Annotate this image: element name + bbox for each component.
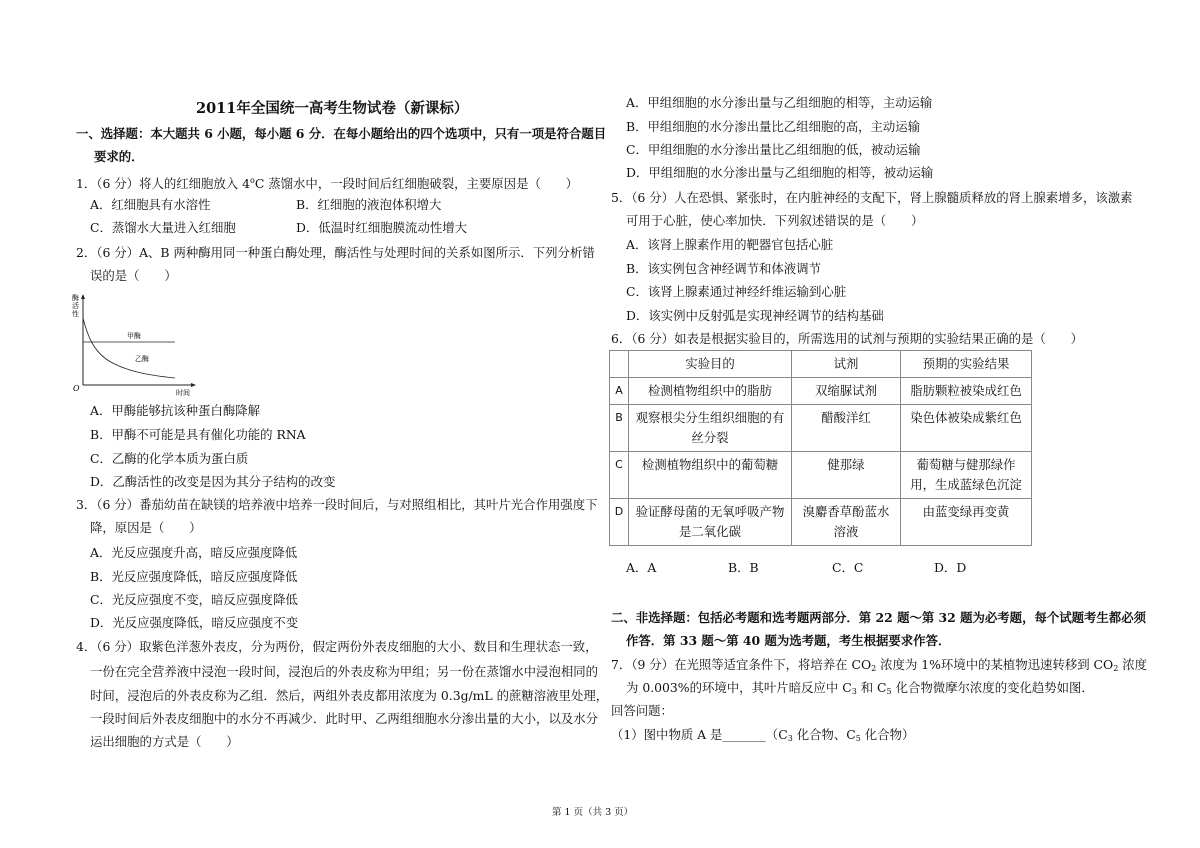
- q2-option-c: C．乙酶的化学本质为蛋白质: [90, 451, 249, 466]
- section-2-heading: 二、非选择题：包括必考题和选考题两部分．第 22 题～第 32 题为必考题，每个试题考生都必须: [611, 610, 1146, 625]
- q4-option-a: A．甲组细胞的水分渗出量与乙组细胞的相等，主动运输: [626, 95, 933, 110]
- q4-stem-line-2: 一份在完全营养液中浸泡一段时间，浸泡后的外表皮称为甲组；另一份在蒸馏水中浸泡相同的: [90, 664, 599, 679]
- table-cell-result: 染色体被染成紫红色: [901, 405, 1032, 452]
- q3-option-a: A．光反应强度升高，暗反应强度降低: [90, 545, 298, 560]
- table-row: [610, 405, 1032, 452]
- q2-option-b: B．甲酶不可能是具有催化功能的 RNA: [90, 427, 306, 442]
- origin-label: O: [73, 384, 80, 393]
- table-row-key: D: [610, 499, 629, 546]
- table-cell-purpose: 检测植物组织中的葡萄糖: [629, 452, 792, 499]
- q6-stem: 6．（6 分）如表是根据实验目的，所需选用的试剂与预期的实验结果正确的是（ ）: [611, 331, 1083, 346]
- q1-option-a: A．红细胞具有水溶性: [90, 197, 211, 212]
- table-cell-purpose: 验证酵母菌的无氧呼吸产物是二氧化碳: [629, 499, 792, 546]
- series-yi-label: 乙酶: [135, 355, 149, 363]
- q2-option-a: A．甲酶能够抗该种蛋白酶降解: [90, 403, 261, 418]
- q7-subquestion-1: （1）图中物质 A 是$\_\_\_\_\_\_\_(C_3$ 化合物、$C_5$ 化合物）: [611, 727, 915, 743]
- table-row-key: B: [610, 405, 629, 452]
- q5-stem: 5．（6 分）人在恐惧、紧张时，在内脏神经的支配下，肾上腺髓质释放的肾上腺素增多，该激素: [611, 190, 1133, 205]
- table-header-row: [610, 351, 1032, 378]
- table-cell-result: 葡萄糖与健那绿作用，生成蓝绿色沉淀: [901, 452, 1032, 499]
- q1-option-b: B．红细胞的液泡体积增大: [296, 197, 442, 212]
- section-1-heading: 一、选择题：本大题共 6 小题，每小题 6 分．在每小题给出的四个选项中，只有一项是符合题目: [76, 126, 607, 141]
- q3-stem: 3．（6 分）番茄幼苗在缺镁的培养液中培养一段时间后，与对照组相比，其叶片光合作用强度下: [76, 497, 598, 512]
- table-cell-purpose: 观察根尖分生组织细胞的有丝分裂: [629, 405, 792, 452]
- q1-option-c: C．蒸馏水大量进入红细胞: [90, 220, 236, 235]
- section-1-heading-cont: 要求的．: [94, 149, 144, 164]
- table-header-cell: 预期的实验结果: [901, 351, 1032, 378]
- table-cell-result: 由蓝变绿再变黄: [901, 499, 1032, 546]
- x-axis-label: 时间: [176, 389, 190, 397]
- table-row: [610, 378, 1032, 405]
- table-cell-reagent: 双缩脲试剂: [792, 378, 901, 405]
- q4-option-c: C．甲组细胞的水分渗出量比乙组细胞的低，被动运输: [626, 142, 921, 157]
- table-cell-reagent: 溴麝香草酚蓝水溶液: [792, 499, 901, 546]
- q4-option-d: D．甲组细胞的水分渗出量与乙组细胞的相等，被动运输: [626, 165, 934, 180]
- series-jia-label: 甲酶: [127, 332, 141, 340]
- q2-stem: 2．（6 分）A、B 两种酶用同一种蛋白酶处理，酶活性与处理时间的关系如图所示．下列分析错: [76, 245, 595, 260]
- q7-stem-line-1: 7．（9 分）在光照等适宜条件下，将培养在 $CO_2$ 浓度为 1%环境中的某植物迅速转移到 $CO_2$ 浓度: [611, 657, 1148, 673]
- y-axis-label-3: 性: [72, 310, 79, 318]
- q4-option-b: B．甲组细胞的水分渗出量比乙组细胞的高，主动运输: [626, 119, 921, 134]
- table-cell-result: 脂肪颗粒被染成红色: [901, 378, 1032, 405]
- table-header-cell: 试剂: [792, 351, 901, 378]
- table-header-cell: 实验目的: [629, 351, 792, 378]
- q5-stem-cont: 可用于心脏，使心率加快．下列叙述错误的是（ ）: [626, 213, 924, 228]
- enzyme-activity-figure: [70, 293, 200, 399]
- y-axis-label-1: 酶: [72, 294, 79, 302]
- q4-stem-line-5: 运出细胞的方式是（ ）: [90, 734, 239, 749]
- page-footer: 第 1 页（共 3 页）: [552, 807, 634, 818]
- q6-option-a: A．A: [626, 560, 657, 575]
- q5-option-c: C．该肾上腺素通过神经纤维运输到心脏: [626, 284, 847, 299]
- q6-option-b: B．B: [728, 560, 759, 575]
- q3-option-c: C．光反应强度不变，暗反应强度降低: [90, 592, 298, 607]
- page-title: 2011年全国统一高考生物试卷（新课标）: [196, 100, 469, 117]
- q3-option-d: D．光反应强度降低，暗反应强度不变: [90, 615, 299, 630]
- table-cell-reagent: 健那绿: [792, 452, 901, 499]
- q6-option-c: C．C: [832, 560, 864, 575]
- q1-stem: 1．（6 分）将人的红细胞放入 4$^o$C 蒸馏水中，一段时间后红细胞破裂，主要原因是（ ）: [76, 176, 579, 191]
- table-row: [610, 499, 1032, 546]
- table-row-key: A: [610, 378, 629, 405]
- q5-option-d: D．该实例中反射弧是实现神经调节的结构基础: [626, 308, 884, 323]
- q4-stem-line-1: 4．（6 分）取紫色洋葱外表皮，分为两份，假定两份外表皮细胞的大小、数目和生理状态一致，: [76, 639, 598, 654]
- table-cell-reagent: 醋酸洋红: [792, 405, 901, 452]
- y-axis-arrow: [81, 294, 85, 299]
- table-header-cell: [610, 351, 629, 378]
- q7-answer-prompt: 回答问题：: [611, 703, 673, 718]
- table-cell-purpose: 检测植物组织中的脂肪: [629, 378, 792, 405]
- series-yi-curve: [83, 318, 175, 378]
- section-2-heading-cont: 作答．第 33 题～第 40 题为选考题，考生根据要求作答．: [626, 633, 951, 648]
- q6-option-d: D．D: [934, 560, 967, 575]
- table-row: [610, 452, 1032, 499]
- x-axis-arrow: [191, 383, 196, 387]
- q2-stem-cont: 误的是（ ）: [90, 268, 177, 283]
- q1-option-d: D．低温时红细胞膜流动性增大: [296, 220, 468, 235]
- q4-stem-line-3: 时间，浸泡后的外表皮称为乙组．然后，两组外表皮都用浓度为 0.3g/mL 的蔗糖溶液里处理，: [90, 688, 609, 703]
- y-axis-label-2: 活: [72, 302, 79, 310]
- table-row-key: C: [610, 452, 629, 499]
- q3-option-b: B．光反应强度降低，暗反应强度降低: [90, 569, 298, 584]
- experiment-table: [609, 350, 1032, 546]
- q7-stem-line-2: 为 0.003%的环境中，其叶片暗反应中 $C_3$ 和 $C_5$ 化合物微摩尔浓度的变化趋势如图．: [626, 680, 1094, 696]
- q4-stem-line-4: 一段时间后外表皮细胞中的水分不再减少．此时甲、乙两组细胞水分渗出量的大小，以及水分: [90, 711, 599, 726]
- q2-option-d: D．乙酶活性的改变是因为其分子结构的改变: [90, 474, 336, 489]
- q5-option-b: B．该实例包含神经调节和体液调节: [626, 261, 821, 276]
- q3-stem-cont: 降，原因是（ ）: [90, 520, 202, 535]
- q5-option-a: A．该肾上腺素作用的靶器官包括心脏: [626, 237, 834, 252]
